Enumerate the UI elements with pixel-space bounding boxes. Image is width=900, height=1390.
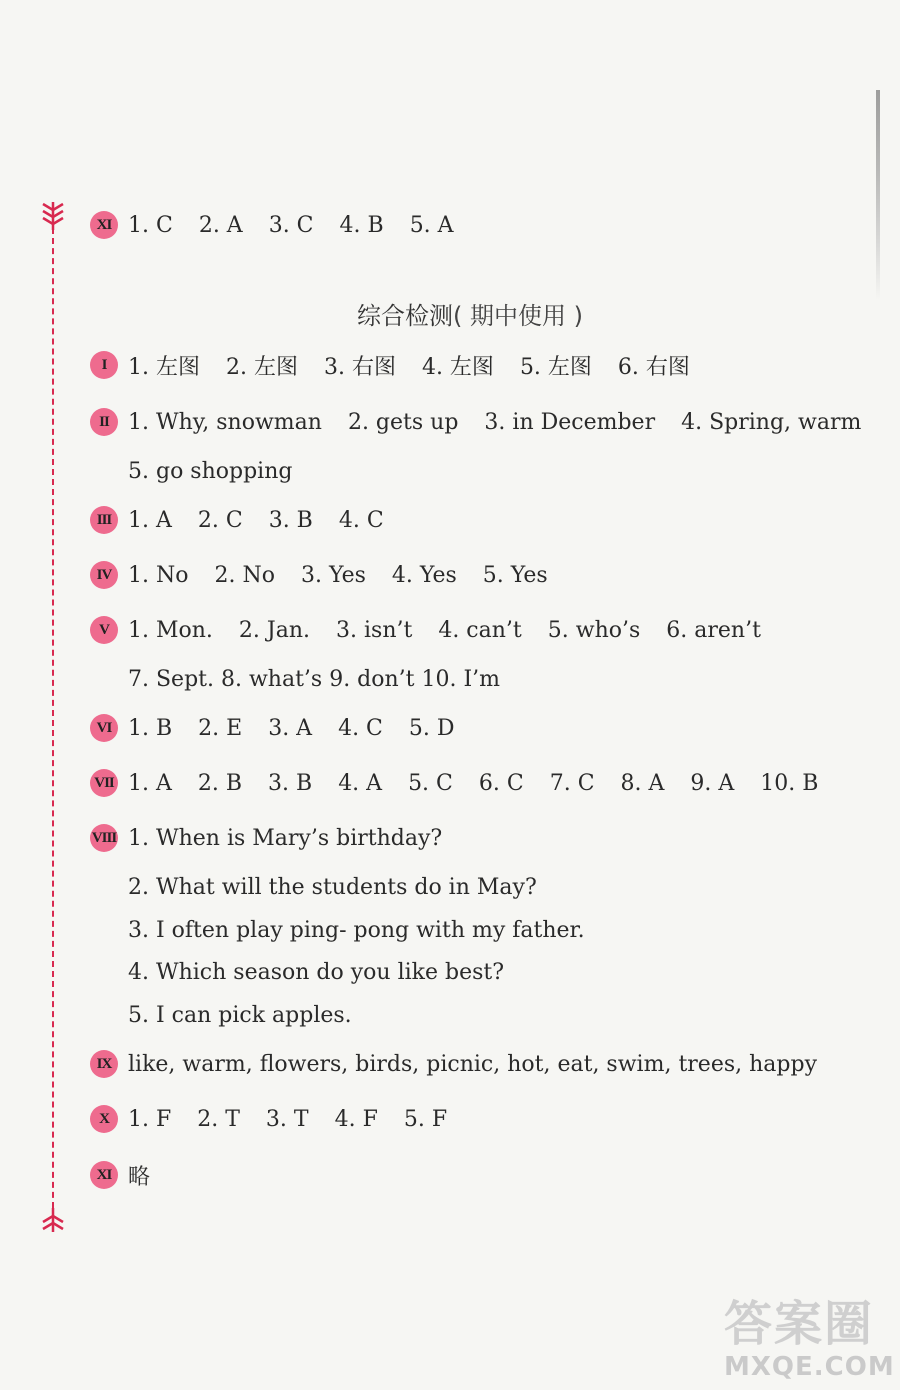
answer-item: 1. 左图 (128, 354, 200, 380)
section-iv (90, 555, 574, 595)
section-badge: X (90, 1105, 118, 1133)
answer-item: 5. 左图 (519, 354, 592, 380)
section-badge: VI (90, 714, 118, 742)
watermark (724, 1296, 894, 1386)
answer-item: 2. Jan. (238, 617, 311, 643)
answer-item: 1. Mon. (128, 617, 213, 643)
answer-item: 5. D (408, 715, 455, 741)
section-iii (90, 500, 410, 540)
answer-item: 1. A (128, 507, 172, 533)
section-title (0, 296, 900, 331)
answer-item: 6. aren’t (666, 617, 761, 643)
page-edge-shadow (876, 90, 880, 300)
answer-item: 5. F (403, 1106, 448, 1132)
answer-item: 6. 右图 (617, 354, 690, 380)
watermark-logo: 答案圈 (724, 1296, 875, 1352)
section-badge: XI (90, 211, 118, 239)
section-badge: II (90, 408, 118, 436)
answer-item: 3. isn’t (336, 617, 413, 643)
section-v (90, 610, 787, 650)
answer-item: 4. B (339, 212, 384, 238)
answer-item: 1. No (128, 562, 189, 588)
answer-item: 1. A (128, 770, 172, 796)
answer-item: 2. E (198, 715, 243, 741)
answer-item: 1. Why, snowman (128, 409, 322, 435)
answer-item: 7. C (549, 770, 595, 796)
answer-list (128, 350, 716, 381)
answer-item: 4. A (338, 770, 383, 796)
answer-list (128, 618, 787, 643)
answer-item: 1. B (128, 715, 173, 741)
answer-item: 4. C (338, 715, 383, 741)
section-badge: V (90, 616, 118, 644)
section-v-line2: 7. Sept. 8. what’s 9. don’t 10. I’m (128, 666, 501, 692)
answer-list (128, 508, 410, 533)
section-badge: I (90, 351, 118, 379)
section-viii (90, 818, 442, 858)
answer-item: 8. A (620, 770, 665, 796)
section-viii-line: 5. I can pick apples. (128, 1002, 352, 1028)
answer-item: 3. B (268, 770, 313, 796)
section-vii (90, 763, 844, 803)
section-x (90, 1099, 473, 1139)
section-xi (90, 1155, 150, 1195)
section-ii-line2: 5. go shopping (128, 458, 293, 484)
answer-item: like, warm, flowers, birds, picnic, hot, eat, swim, trees, happy (128, 1051, 817, 1077)
answer-list (128, 716, 481, 741)
section-viii-line: 2. What will the students do in May? (128, 874, 537, 900)
answer-item: 1. C (128, 212, 173, 238)
answer-item: 1. F (128, 1106, 172, 1132)
answer-item: 3. Yes (300, 562, 366, 588)
answer-item: 1. When is Mary’s birthday? (128, 825, 443, 851)
answer-item: 2. T (197, 1106, 240, 1132)
answer-item: 4. Spring, warm (681, 409, 862, 435)
margin-dashed-line (52, 228, 54, 1218)
section-ii (90, 402, 887, 442)
section-badge: XI (90, 1161, 118, 1189)
answer-item: 5. A (409, 212, 454, 238)
section-ix (90, 1044, 817, 1084)
answer-item: 4. can’t (438, 617, 522, 643)
section-viii-line: 3. I often play ping- pong with my father. (128, 917, 585, 943)
section-badge: III (90, 506, 118, 534)
answer-item: 3. T (265, 1106, 309, 1132)
answer-list (128, 410, 887, 435)
answer-item: 6. C (478, 770, 524, 796)
answer-item: 2. No (214, 562, 275, 588)
answer-item: 2. 左图 (225, 354, 298, 380)
answer-item: 2. A (198, 212, 243, 238)
answer-item: 4. F (334, 1106, 378, 1132)
section-badge: IX (90, 1050, 118, 1078)
answer-item: 3. C (268, 212, 314, 238)
section-badge: VIII (90, 824, 118, 852)
answer-list (128, 771, 844, 796)
answer-item: 9. A (690, 770, 735, 796)
answer-item: 4. Yes (391, 562, 457, 588)
section-vi (90, 708, 481, 748)
title-main: 综合检测 (357, 302, 453, 330)
answer-item: 5. who’s (547, 617, 641, 643)
answer-item: 10. B (760, 770, 819, 796)
section-viii-line: 4. Which season do you like best? (128, 959, 505, 985)
arrow-head-icon (40, 1208, 66, 1236)
answer-item: 2. B (197, 770, 243, 796)
answer-item: 5. Yes (482, 562, 548, 588)
section-badge: IV (90, 561, 118, 589)
answer-item: 5. C (408, 770, 453, 796)
answer-list (128, 1107, 473, 1132)
arrow-tail-icon (40, 200, 66, 232)
section-i (90, 345, 716, 385)
section-badge: VII (90, 769, 118, 797)
answer-item: 2. gets up (347, 409, 459, 435)
answer-item: 4. C (338, 507, 384, 533)
answer-item: 3. in December (484, 409, 656, 435)
answer-item: 3. B (268, 507, 313, 533)
answer-item: 3. 右图 (323, 354, 396, 380)
section-xi-top (90, 205, 480, 245)
answer-item: 略 (128, 1164, 151, 1190)
answer-list (128, 213, 480, 238)
answer-item: 4. 左图 (421, 354, 494, 380)
answer-item: 3. A (268, 715, 313, 741)
answer-list (128, 563, 574, 588)
title-subtitle: ( 期中使用 ) (453, 302, 583, 330)
answer-item: 2. C (197, 507, 243, 533)
watermark-url: MXQE.COM (724, 1352, 895, 1382)
